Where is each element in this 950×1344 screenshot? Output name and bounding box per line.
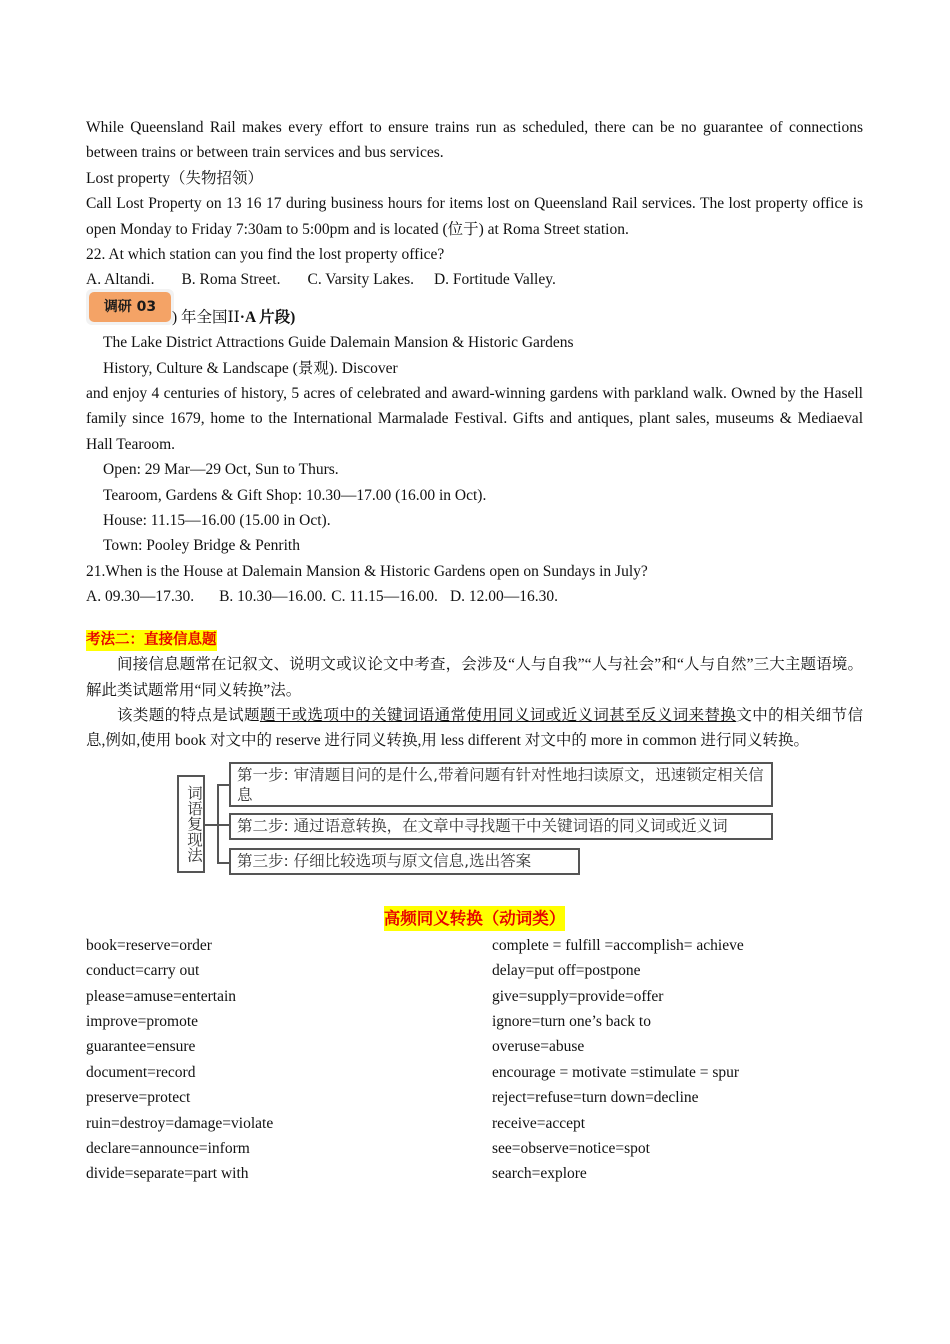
step-3-text: : 仔细比较选项与原文信息,选出答案 bbox=[283, 851, 532, 870]
question-22-options bbox=[86, 267, 863, 292]
method-2-paragraph-1: 间接信息题常在记叙文、说明文或议论文中考查，会涉及“人与自我”“人与社会”和“人与自然”三大主题语境。解此类试题常用“同义转换”法。 bbox=[86, 656, 863, 699]
synonym-item: search=explore bbox=[492, 1165, 587, 1183]
guide-line-2: History, Culture & Landscape (景观). Discover bbox=[103, 359, 398, 377]
option-d: D. 12.00—16.30. bbox=[449, 588, 559, 606]
diagram-connector bbox=[217, 862, 229, 864]
tearoom-hours: Tearoom, Gardens & Gift Shop: 10.30—17.00 (16.00 in Oct). bbox=[103, 486, 487, 504]
option-a: A. 09.30—17.30. bbox=[86, 588, 195, 606]
synonym-item: please=amuse=entertain bbox=[86, 987, 237, 1005]
synonym-item: ruin=destroy=damage=violate bbox=[86, 1114, 274, 1132]
open-dates: Open: 29 Mar—29 Oct, Sun to Thurs. bbox=[103, 461, 339, 479]
synonym-item: see=observe=notice=spot bbox=[492, 1139, 650, 1157]
house-hours: House: 11.15—16.00 (15.00 in Oct). bbox=[103, 512, 331, 530]
diagram-label: 词语复现法 bbox=[177, 775, 205, 873]
synonym-item: improve=promote bbox=[86, 1012, 199, 1030]
synonym-item: reject=refuse=turn down=decline bbox=[492, 1089, 699, 1107]
synonym-item: preserve=protect bbox=[86, 1089, 191, 1107]
option-d: D. Fortitude Valley. bbox=[433, 271, 556, 289]
research-badge bbox=[86, 289, 174, 325]
document-page bbox=[86, 115, 863, 1187]
diagram-connector bbox=[217, 784, 229, 786]
method-2-heading: 考法二：直接信息题 bbox=[86, 630, 217, 651]
synonym-item: give=supply=provide=offer bbox=[492, 987, 664, 1005]
para-text: 该类题的特点是试题 bbox=[117, 706, 260, 724]
research-badge-label: 调研 03 bbox=[89, 292, 171, 322]
synonyms-title-row bbox=[86, 906, 863, 933]
method-2-paragraph-2 bbox=[86, 703, 863, 754]
question-22: 22. At which station can you find the lost property office? bbox=[86, 246, 445, 264]
option-c: C. 11.15—16.00. bbox=[331, 588, 438, 606]
synonym-item: declare=announce=inform bbox=[86, 1139, 250, 1157]
synonym-item: encourage = motivate =stimulate = spur bbox=[492, 1063, 740, 1081]
research-03-header bbox=[86, 298, 863, 330]
synonym-item: overuse=abuse bbox=[492, 1038, 585, 1056]
synonyms-list bbox=[86, 933, 863, 1187]
option-b: B. Roma Street. bbox=[181, 271, 281, 289]
step-1-text: : 审清题目问的是什么,带着问题有针对性地扫读原文，迅速锁定相关信息 bbox=[237, 765, 764, 804]
step-2-text: : 通过语意转换，在文章中寻找题干中关键词语的同义词或近义词 bbox=[283, 816, 728, 835]
method-2-heading-row bbox=[86, 627, 863, 652]
diagram-step-1 bbox=[229, 762, 773, 807]
synonym-item: complete = fulfill =accomplish= achieve bbox=[492, 936, 744, 954]
source-year: ) 年全国ⅠⅠ bbox=[172, 308, 240, 326]
synonym-item: divide=separate=part with bbox=[86, 1165, 249, 1183]
synonym-item: conduct=carry out bbox=[86, 962, 200, 980]
step-3-label: 第三步 bbox=[237, 851, 284, 870]
synonym-item: receive=accept bbox=[492, 1114, 586, 1132]
option-c: C. Varsity Lakes. bbox=[307, 271, 414, 289]
source-part: ·A 片段) bbox=[239, 308, 296, 326]
step-2-label: 第二步 bbox=[237, 816, 284, 835]
option-b: B. 10.30—16.00. bbox=[219, 588, 327, 606]
option-a: A. Altandi. bbox=[86, 271, 155, 289]
source-label bbox=[172, 305, 295, 330]
synonym-item: ignore=turn one’s back to bbox=[492, 1012, 651, 1030]
synonyms-title: 高频同义转换（动词类） bbox=[384, 906, 566, 931]
passage-paragraph: Call Lost Property on 13 16 17 during business hours for items lost on Queensland Rail services. The lost property office is open Monday to Friday 7:30am to 5:00pm and is located (位于) at Roma Street station. bbox=[86, 195, 863, 238]
method-diagram bbox=[86, 758, 863, 878]
lost-property-heading: Lost property（失物招领） bbox=[86, 169, 263, 187]
synonym-item: delay=put off=postpone bbox=[492, 962, 641, 980]
question-21: 21.When is the House at Dalemain Mansion & Historic Gardens open on Sundays in July? bbox=[86, 562, 648, 580]
step-1-label: 第一步 bbox=[237, 765, 284, 784]
para-text: 文中的相关细节信息,例如,使用 book 对文中的 reserve 进行同义转换,用 less different 对文中的 more in common 进行同义转换。 bbox=[86, 706, 863, 750]
guide-line-1: The Lake District Attractions Guide Dalemain Mansion & Historic Gardens bbox=[103, 334, 574, 352]
guide-paragraph: and enjoy 4 centuries of history, 5 acres of celebrated and award-winning gardens with parkland walk. Owned by the Hasell family since 1679, home to the International Marmalade Festival. Gifts and antiques, plant sales, museums & Mediaeval Hall Tearoom. bbox=[86, 385, 863, 453]
question-21-options bbox=[86, 584, 863, 609]
diagram-connector bbox=[217, 824, 229, 826]
synonym-item: document=record bbox=[86, 1063, 196, 1081]
town: Town: Pooley Bridge & Penrith bbox=[103, 537, 300, 555]
synonym-item: book=reserve=order bbox=[86, 936, 212, 954]
diagram-step-2 bbox=[229, 813, 773, 840]
synonym-item: guarantee=ensure bbox=[86, 1038, 196, 1056]
para-underlined: 题干或选项中的关键词语通常使用同义词或近义词甚至反义词来替换 bbox=[259, 706, 737, 724]
passage-paragraph: While Queensland Rail makes every effort to ensure trains run as scheduled, there can be no guarantee of connections between trains or between train services and bus services. bbox=[86, 119, 863, 162]
diagram-step-3 bbox=[229, 848, 580, 875]
